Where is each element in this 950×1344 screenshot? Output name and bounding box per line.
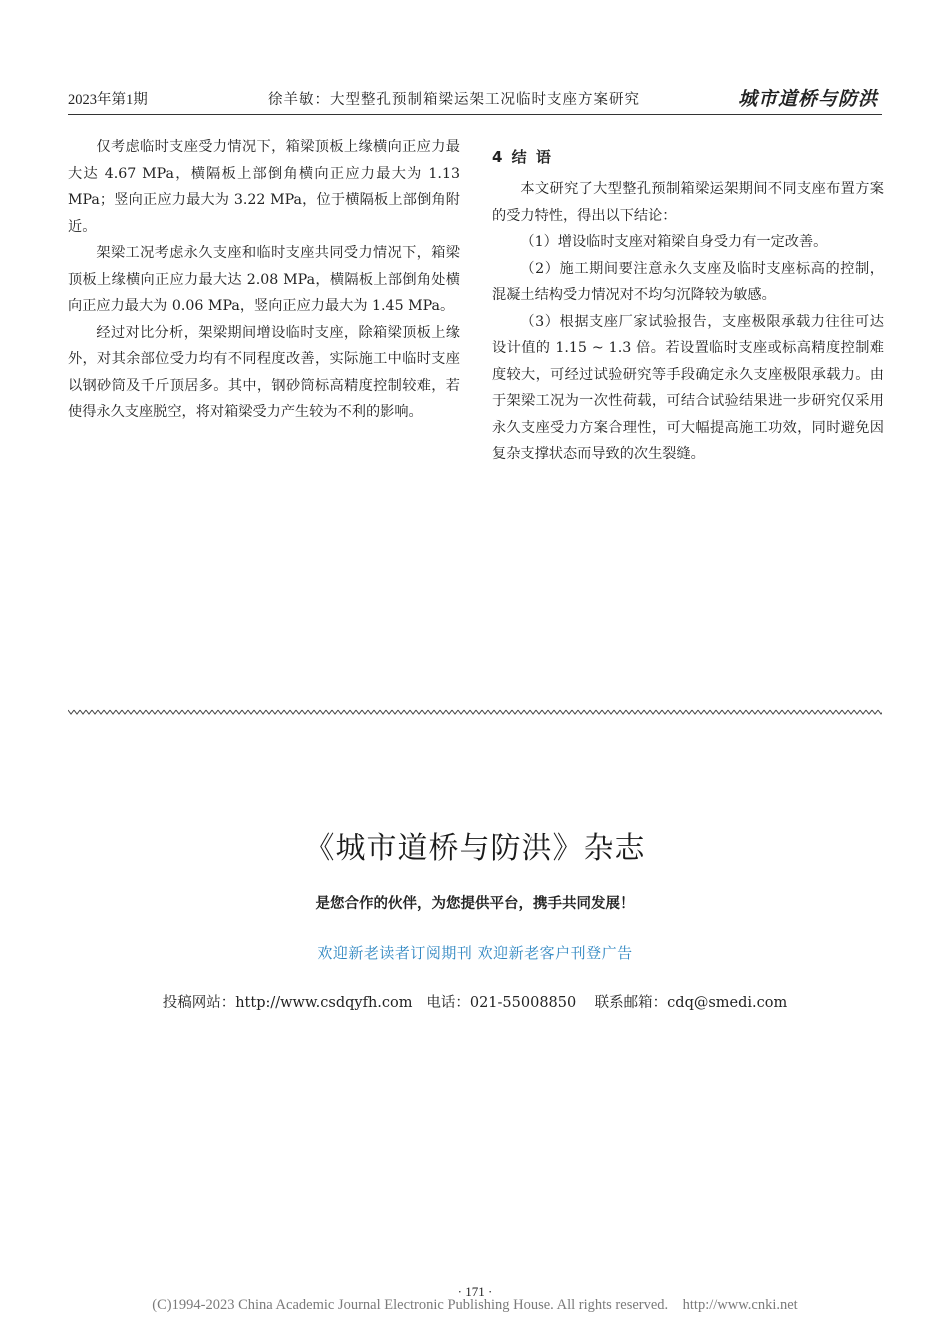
conclusion-item: （3）根据支座厂家试验报告，支座极限承载力往往可达设计值的 1.15 ~ 1.3 倍。若设置临时支座或标高精度控制难度较大，可经过试验研究等手段确定永久支座极限承载力。由于架梁工况为一次性荷载，可结合试验结果进一步研究仅采用永久支座受力方案合理性，可大幅提高施工功效，同时避免因复杂支撑状态而导致的次生裂缝。 [492,313,884,462]
body-paragraph: 本文研究了大型整孔预制箱梁运架期间不同支座布置方案的受力特性，得出以下结论： [492,181,884,224]
phone-number: 电话：021-55008850 [426,995,577,1011]
journal-logo: 城市道桥与防洪 [737,88,878,110]
decorative-divider [68,708,882,716]
divider-pattern [68,708,882,716]
body-paragraph: 架梁工况考虑永久支座和临时支座共同受力情况下，箱梁顶板上缘横向正应力最大达 2.08 MPa，横隔板上部倒角处横向正应力最大为 0.06 MPa，竖向正应力最大为 1.45 MPa。 [68,245,460,314]
ad-journal-title: 《城市道桥与防洪》杂志 [304,831,646,866]
running-header [68,84,882,115]
page-number: · 171 · [457,1284,493,1299]
left-column [68,134,460,426]
ad-welcome-line: 欢迎新老读者订阅期刊 欢迎新老客户刊登广告 [317,944,633,962]
body-paragraph: 仅考虑临时支座受力情况下，箱梁顶板上缘横向正应力最大达 4.67 MPa，横隔板上部倒角横向正应力最大为 1.13 MPa；竖向正应力最大为 3.22 MPa，位于横隔板上部倒角附近。 [68,139,460,235]
issue-label: 2023年第1期 [68,92,148,108]
ad-slogan: 是您合作的伙伴，为您提供平台，携手共同发展！ [315,896,635,912]
body-paragraph: 经过对比分析，架梁期间增设临时支座，除箱梁顶板上缘外，对其余部位受力均有不同程度改善，实际施工中临时支座以钢砂筒及千斤顶居多。其中，钢砂筒标高精度控制较难，若使得永久支座脱空，将对箱梁受力产生较为不利的影响。 [68,324,460,420]
copyright-notice: (C)1994-2023 China Academic Journal Electronic Publishing House. All rights reserved. http://www.cnki.net [152,1297,798,1313]
running-title: 徐羊敏：大型整孔预制箱梁运架工况临时支座方案研究 [268,92,640,108]
right-column [492,134,884,468]
contact-email-link[interactable]: 联系邮箱：cdq@smedi.com [594,995,788,1011]
conclusion-item: （1）增设临时支座对箱梁自身受力有一定改善。 [520,234,828,250]
submission-website-link[interactable]: 投稿网站：http://www.csdqyfh.com [162,995,413,1011]
ad-contact-line [0,991,950,1012]
section-heading: 4 结 语 [492,148,553,166]
conclusion-item: （2）施工期间要注意永久支座及临时支座标高的控制，混凝土结构受力情况对不均匀沉降较为敏感。 [492,260,884,303]
